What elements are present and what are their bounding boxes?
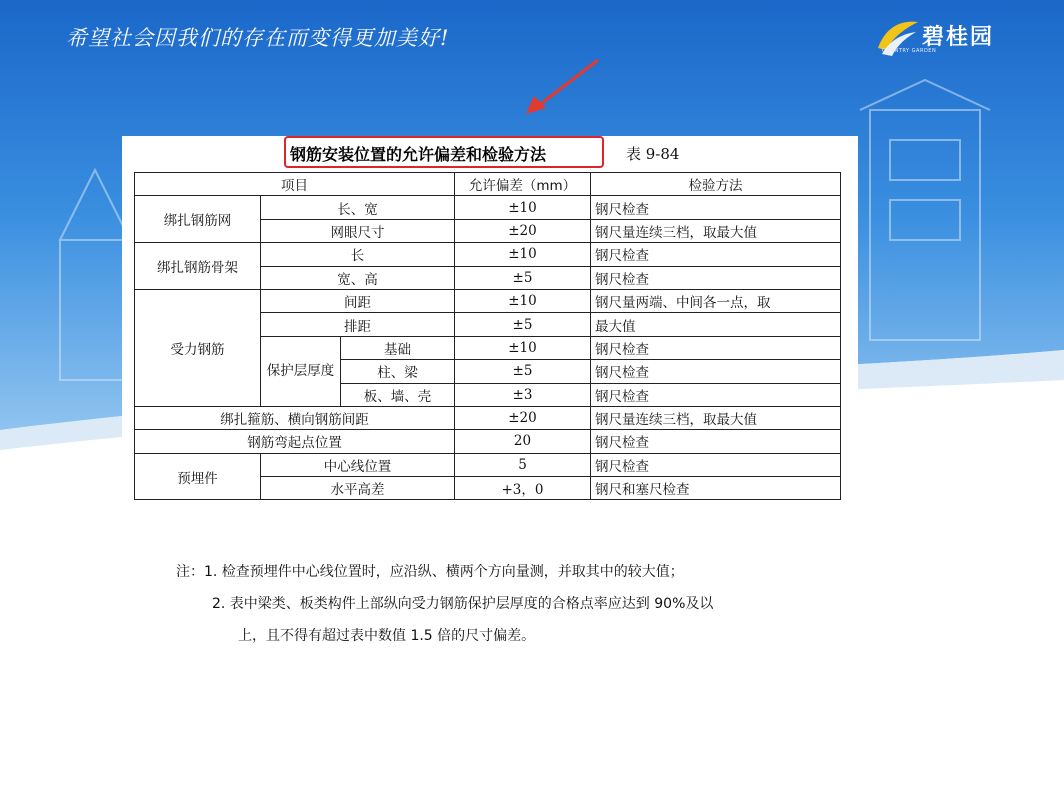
item-cell: 间距 xyxy=(261,289,455,312)
tolerance-cell: ±10 xyxy=(455,336,591,359)
pointer-arrow-icon xyxy=(518,56,604,116)
tolerance-cell: +3，0 xyxy=(455,477,591,500)
method-cell: 最大值 xyxy=(591,313,841,336)
table-row xyxy=(135,453,841,476)
logo-name: 碧桂园 xyxy=(922,25,995,50)
method-cell: 钢尺量连续三档，取最大值 xyxy=(591,219,841,242)
group-cell: 绑扎钢筋网 xyxy=(135,196,261,243)
tolerance-cell: ±5 xyxy=(455,266,591,289)
tolerance-cell: ±10 xyxy=(455,289,591,312)
method-cell: 钢尺量两端、中间各一点，取 xyxy=(591,289,841,312)
table-number: 表 9-84 xyxy=(626,145,680,163)
method-cell: 钢尺检查 xyxy=(591,336,841,359)
item-cell: 绑扎箍筋、横向钢筋间距 xyxy=(135,406,455,429)
header-method: 检验方法 xyxy=(591,173,841,196)
method-cell: 钢尺和塞尺检查 xyxy=(591,477,841,500)
item-cell: 网眼尺寸 xyxy=(261,219,455,242)
group-cell: 绑扎钢筋骨架 xyxy=(135,243,261,290)
tolerance-cell: ±10 xyxy=(455,196,591,219)
item-cell: 排距 xyxy=(261,313,455,336)
tolerance-cell: ±20 xyxy=(455,406,591,429)
method-cell: 钢尺检查 xyxy=(591,383,841,406)
item-cell: 钢筋弯起点位置 xyxy=(135,430,455,453)
logo-subtitle: COUNTRY GARDEN xyxy=(882,48,937,54)
tolerance-cell: ±20 xyxy=(455,219,591,242)
tolerance-cell: ±3 xyxy=(455,383,591,406)
item-cell: 长、宽 xyxy=(261,196,455,219)
method-cell: 钢尺检查 xyxy=(591,430,841,453)
group-cell: 受力钢筋 xyxy=(135,289,261,406)
tolerance-cell: ±5 xyxy=(455,313,591,336)
tolerance-cell: 20 xyxy=(455,430,591,453)
table-row xyxy=(135,196,841,219)
header-item: 项目 xyxy=(135,173,455,196)
table-row xyxy=(135,430,841,453)
note-line-1: 注：1. 检查预埋件中心线位置时，应沿纵、横两个方向量测，并取其中的较大值； xyxy=(176,564,684,580)
method-cell: 钢尺检查 xyxy=(591,360,841,383)
note-line-2: 2. 表中梁类、板类构件上部纵向受力钢筋保护层厚度的合格点率应达到 90%及以 xyxy=(212,596,714,612)
tolerance-cell: 5 xyxy=(455,453,591,476)
method-cell: 钢尺检查 xyxy=(591,243,841,266)
item-cell: 中心线位置 xyxy=(261,453,455,476)
table-row xyxy=(135,289,841,312)
tolerance-cell: ±10 xyxy=(455,243,591,266)
method-cell: 钢尺检查 xyxy=(591,453,841,476)
method-cell: 钢尺量连续三档，取最大值 xyxy=(591,406,841,429)
table-row xyxy=(135,406,841,429)
group-cell: 预埋件 xyxy=(135,453,261,500)
cover-group-cell: 保护层厚度 xyxy=(261,336,341,406)
header-slogan: 希望社会因我们的存在而变得更加美好! xyxy=(66,26,450,50)
item-cell: 柱、梁 xyxy=(341,360,455,383)
method-cell: 钢尺检查 xyxy=(591,266,841,289)
table-title-row xyxy=(122,136,858,170)
table-row xyxy=(135,243,841,266)
item-cell: 宽、高 xyxy=(261,266,455,289)
item-cell: 长 xyxy=(261,243,455,266)
method-cell: 钢尺检查 xyxy=(591,196,841,219)
item-cell: 板、墙、壳 xyxy=(341,383,455,406)
company-logo xyxy=(872,14,1032,60)
tolerance-cell: ±5 xyxy=(455,360,591,383)
item-cell: 基础 xyxy=(341,336,455,359)
item-cell: 水平高差 xyxy=(261,477,455,500)
document-page xyxy=(122,136,858,548)
table-header-row xyxy=(135,173,841,196)
note-line-3: 上，且不得有超过表中数值 1.5 倍的尺寸偏差。 xyxy=(238,628,536,644)
tolerance-table xyxy=(134,172,841,500)
header-tolerance: 允许偏差（mm） xyxy=(455,173,591,196)
table-title: 钢筋安装位置的允许偏差和检验方法 xyxy=(290,145,547,164)
